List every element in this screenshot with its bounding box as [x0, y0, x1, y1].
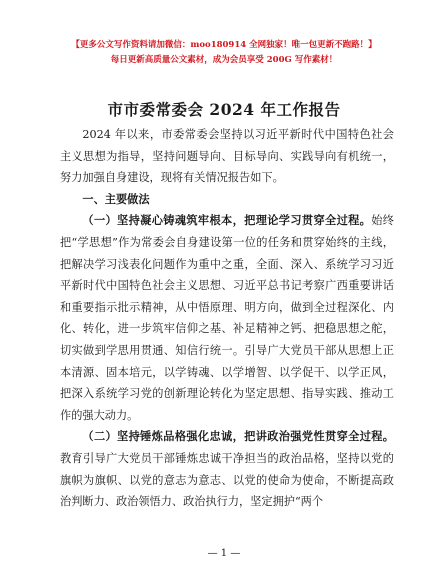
paragraph-2-body: 教育引导广大党员干部锤炼忠诚干净担当的政治品格，坚持以党的旗帜为旗帜、以党的意志为意志、以党的使命为使命，不断提高政治判断力、政治领悟力、政治执行力，坚定拥护“两个: [60, 451, 394, 509]
intro-paragraph: 2024 年以来，市委常委会坚持以习近平新时代中国特色社会主义思想为指导，坚持问题导向、目标导向、实践导向有机统一，努力加强自身建设，现将有关情况报告如下。: [60, 128, 394, 185]
document-title: 市市委常委会 2024 年工作报告: [107, 100, 341, 119]
document-body: [60, 124, 394, 513]
paragraph-1: [60, 210, 394, 426]
paragraph-2: [60, 426, 394, 512]
paragraph-1-lead: （一）坚持凝心铸魂筑牢根本，把理论学习贯穿全过程。: [82, 213, 372, 228]
promo-banner-line-2: 每日更新高质量公文素材，成为会员享受 200G 写作素材！: [110, 55, 338, 65]
section-heading: 一、主要做法: [82, 191, 150, 206]
promo-banner: [0, 38, 448, 68]
paragraph-2-lead: （二）坚持锤炼品格强化忠诚，把讲政治强党性贯穿全过程。: [82, 429, 394, 444]
paragraph-1-body: 始终把“学思想”作为常委会自身建设第一位的任务和贯穿始终的主线，把解决学习浅表化问题作为重中之重，全面、深入、系统学习习近平新时代中国特色社会主义思想、习近平总书记考察广西重要讲话和重要指示批示精神，从中悟原理、明方向，做到全过程深化、内化、转化，进一步筑牢信仰之基、补足精神之钙、把稳思想之舵，切实做到学思用贯通、知信行统一。引导广大党员干部从思想上正本清源、固本培元，以学铸魂、以学增智、以学促干、以学正风，把深入系统学习党的创新理论转化为坚定思想、指导实践、推动工作的强大动力。: [60, 214, 394, 422]
promo-banner-line-1: 【更多公文写作资料请加微信：moo180914 全网独家！唯一包更新不跑路！】: [71, 40, 377, 50]
page-number: — 1 —: [207, 548, 241, 559]
